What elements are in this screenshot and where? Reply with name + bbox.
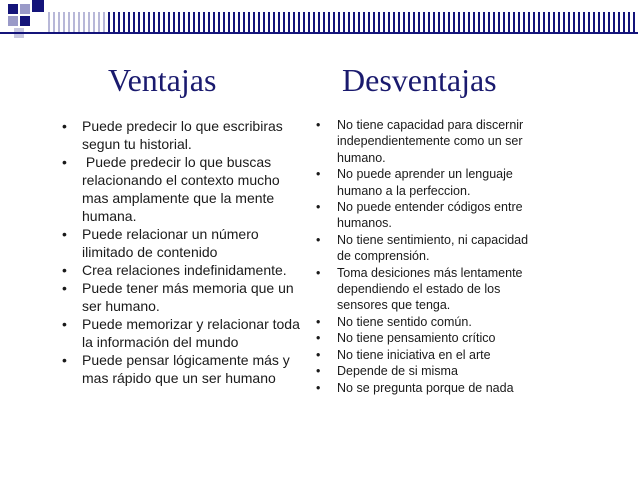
bullet-icon: • (316, 314, 321, 329)
list-item: • No tiene pensamiento crítico (316, 331, 496, 346)
heading-desventajas: Desventajas (342, 62, 497, 98)
bullet-icon: • (62, 280, 67, 296)
header-stripes (108, 12, 638, 32)
list-item: • Puede tener más memoria que un ser humano. (62, 280, 294, 314)
list-item: • Crea relaciones indefinidamente. (62, 262, 287, 278)
bullet-icon: • (62, 352, 67, 368)
bullet-icon: • (316, 167, 321, 182)
list-item: • Puede relacionar un número ilimitado de contenido (62, 226, 259, 260)
bullet-icon: • (62, 262, 67, 278)
list-item: • Puede pensar lógicamente más y mas rápido que un ser humano (62, 352, 290, 386)
bullet-icon: • (62, 118, 67, 134)
list-item: • No puede aprender un lenguaje humano a la perfeccion. (316, 167, 513, 198)
ventajas-list (56, 117, 306, 387)
corner-square-light (8, 16, 18, 26)
header-rule (0, 32, 638, 34)
list-item: • No se pregunta porque de nada (316, 380, 514, 395)
list-item: • Puede predecir lo que escribiras segun tu historial. (62, 118, 283, 152)
list-item: • No tiene iniciativa en el arte (316, 347, 491, 362)
bullet-icon: • (62, 154, 67, 170)
list-item: • No puede entender códigos entre humanos. (316, 200, 523, 231)
corner-square-navy (8, 4, 18, 14)
bullet-icon: • (316, 200, 321, 215)
bullet-icon: • (316, 331, 321, 346)
list-item: • Toma desiciones más lentamente dependiendo el estado de los sensores que tenga. (316, 265, 523, 313)
list-item: • Depende de si misma (316, 364, 458, 379)
desventajas-list (312, 117, 542, 396)
bullet-icon: • (316, 232, 321, 247)
bullet-icon: • (316, 265, 321, 280)
header-stripes-faded (48, 12, 108, 32)
corner-square-light (20, 4, 30, 14)
corner-square-navy (20, 16, 30, 26)
bullet-icon: • (316, 347, 321, 362)
corner-square-navy (32, 0, 44, 12)
bullet-icon: • (316, 380, 321, 395)
bullet-icon: • (62, 226, 67, 242)
bullet-icon: • (316, 118, 321, 132)
list-item: • Puede predecir lo que buscas relacionando el contexto mucho mas amplamente que la mente humana. (62, 154, 284, 224)
heading-ventajas: Ventajas (108, 62, 217, 98)
bullet-icon: • (62, 316, 67, 332)
bullet-icon: • (316, 364, 321, 379)
list-item: • No tiene sentido común. (316, 314, 472, 329)
list-item: • No tiene sentimiento, ni capacidad de comprensión. (316, 232, 529, 264)
list-item: • No tiene capacidad para discernir independientemente como un ser humano. (316, 118, 524, 165)
list-item: • Puede memorizar y relacionar toda la información del mundo (62, 316, 300, 350)
